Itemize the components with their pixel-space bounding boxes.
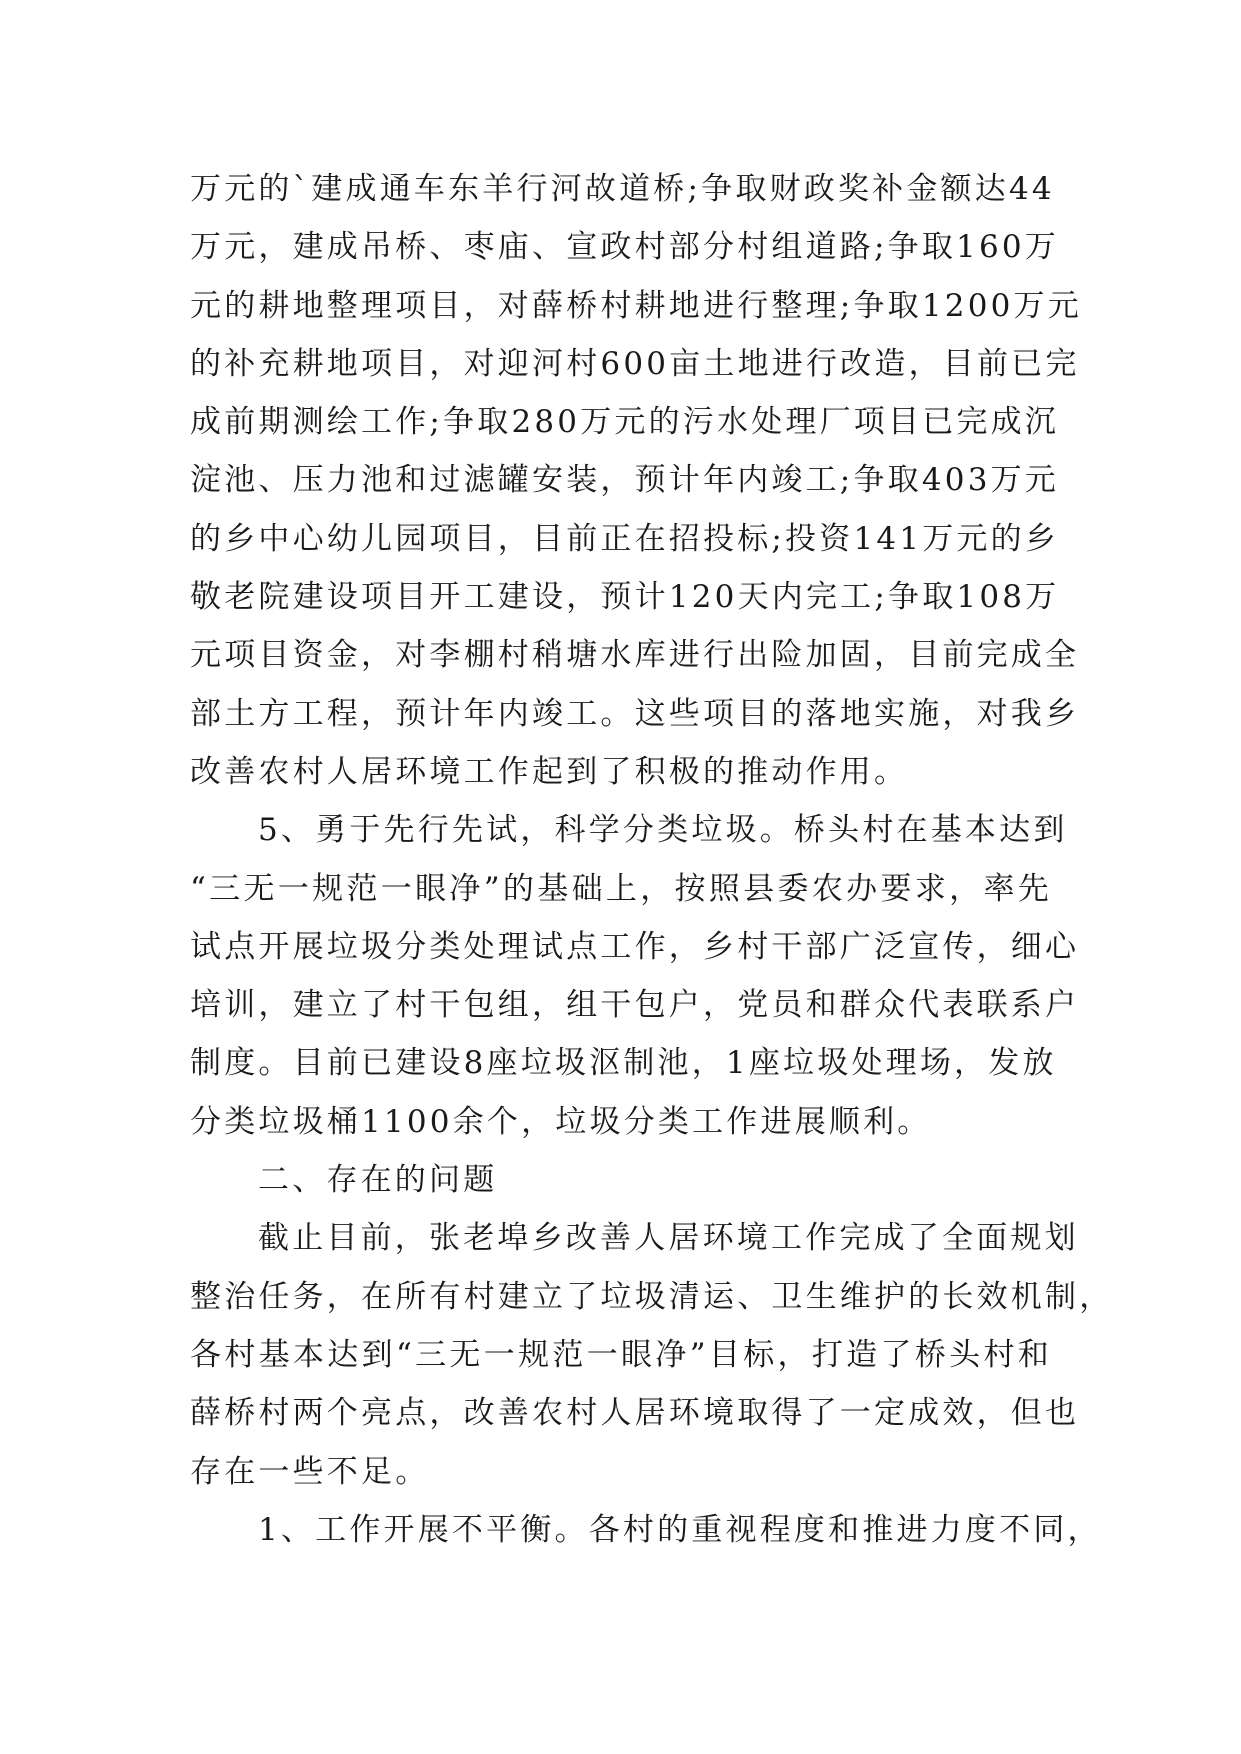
text-line: 培训，建立了村干包组，组干包户，党员和群众代表联系户 xyxy=(190,987,1080,1024)
text-line: 万元，建成吊桥、枣庙、宣政村部分村组道路;争取160万 xyxy=(190,229,1060,266)
text-line: 万元的`建成通车东羊行河故道桥;争取财政奖补金额达44 xyxy=(190,171,1055,207)
text-line: 各村基本达到“三无一规范一眼净”目标，打造了桥头村和 xyxy=(190,1336,1052,1373)
document-body xyxy=(190,160,1114,1559)
text-line: 敬老院建设项目开工建设，预计120天内完工;争取108万 xyxy=(190,579,1060,616)
text-line: 二、存在的问题 xyxy=(258,1162,498,1199)
text-line: 分类垃圾桶1100余个，垃圾分类工作进展顺利。 xyxy=(190,1103,932,1140)
text-line: 薛桥村两个亮点，改善农村人居环境取得了一定成效，但也 xyxy=(190,1395,1080,1432)
text-line: 截止目前，张老埠乡改善人居环境工作完成了全面规划 xyxy=(258,1220,1079,1257)
text-line: 1、工作开展不平衡。各村的重视程度和推进力度不同， xyxy=(258,1511,1102,1548)
text-line: 整治任务，在所有村建立了垃圾清运、卫生维护的长效机制， xyxy=(190,1278,1114,1315)
text-line: 的乡中心幼儿园项目，目前正在招投标;投资141万元的乡 xyxy=(190,520,1060,557)
text-line: 元项目资金，对李棚村稍塘水库进行出险加固，目前完成全 xyxy=(190,637,1080,674)
text-line: 的补充耕地项目，对迎河村600亩土地进行改造，目前已完 xyxy=(190,345,1080,382)
text-line: “三无一规范一眼净”的基础上，按照县委农办要求，率先 xyxy=(190,870,1052,907)
text-line: 制度。目前已建设8座垃圾沤制池，1座垃圾处理场，发放 xyxy=(190,1045,1057,1082)
text-line: 5、勇于先行先试，科学分类垃圾。桥头村在基本达到 xyxy=(258,812,1068,849)
text-line: 改善农村人居环境工作起到了积极的推动作用。 xyxy=(190,753,909,790)
text-line: 淀池、压力池和过滤罐安装，预计年内竣工;争取403万元 xyxy=(190,462,1060,499)
text-line: 存在一些不足。 xyxy=(190,1453,430,1490)
text-line: 成前期测绘工作;争取280万元的污水处理厂项目已完成沉 xyxy=(190,404,1060,441)
text-line: 元的耕地整理项目，对薛桥村耕地进行整理;争取1200万元 xyxy=(190,287,1082,324)
text-line: 部土方工程，预计年内竣工。这些项目的落地实施，对我乡 xyxy=(190,695,1080,732)
text-line: 试点开展垃圾分类处理试点工作，乡村干部广泛宣传，细心 xyxy=(190,928,1080,965)
